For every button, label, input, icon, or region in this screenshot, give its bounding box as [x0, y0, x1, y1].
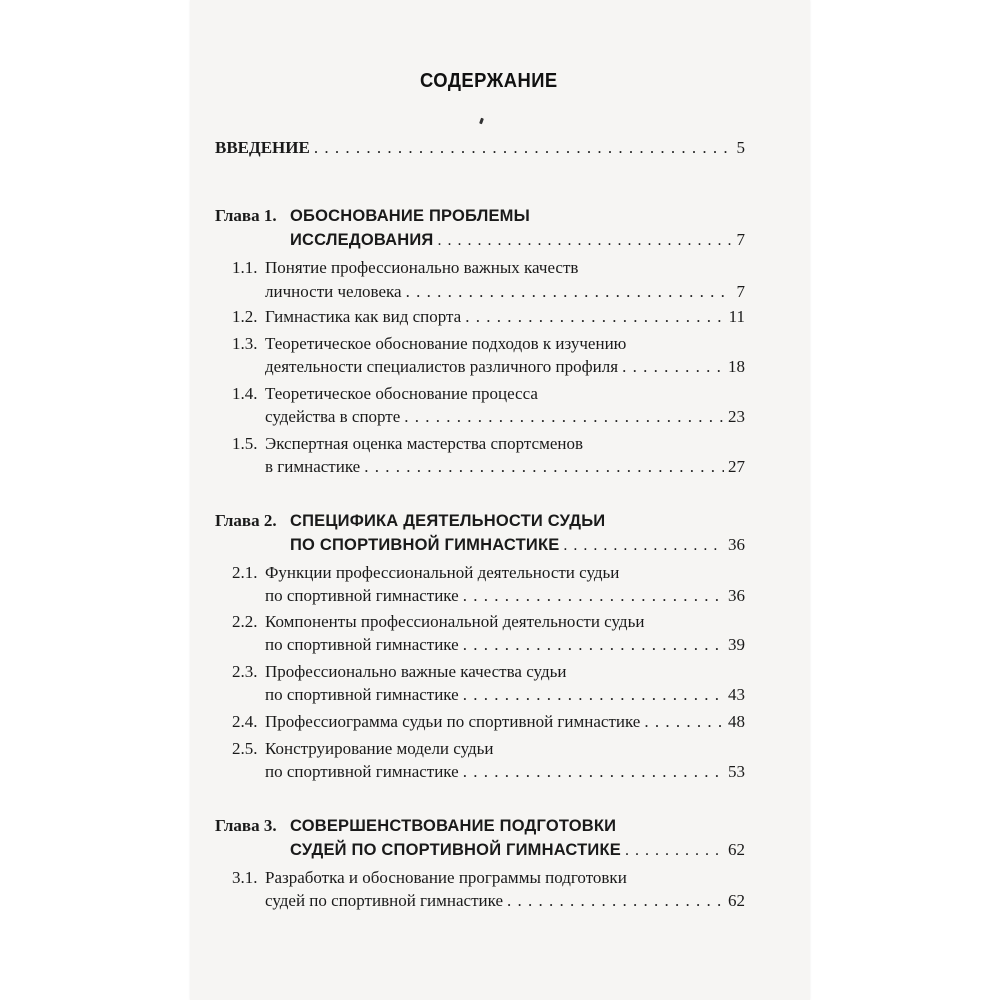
toc-entry: деятельности специалистов различного профиля . . . 18	[265, 356, 745, 378]
toc-entry-label: ВВЕДЕНИЕ	[215, 138, 310, 157]
section-number: 2.2.	[232, 612, 258, 631]
chapter-title-line: СУДЕЙ ПО СПОРТИВНОЙ ГИМНАСТИКЕ . . . 62	[290, 840, 745, 860]
chapter-page: 7	[736, 230, 745, 249]
toc-entry: по спортивной гимнастике . . . 43	[265, 684, 745, 706]
chapter-title-line: ПО СПОРТИВНОЙ ГИМНАСТИКЕ . . . 36	[290, 535, 745, 555]
section-number: 1.5.	[232, 434, 258, 453]
section-number: 2.4.	[232, 712, 258, 731]
section-title: Экспертная оценка мастерства спортсменов	[265, 434, 584, 453]
toc-entry: в гимнастике . . . 27	[265, 456, 745, 478]
page-title: СОДЕРЖАНИЕ	[420, 70, 558, 92]
toc-entry: судей по спортивной гимнастике . . . 62	[265, 890, 745, 912]
chapter-title: СПЕЦИФИКА ДЕЯТЕЛЬНОСТИ СУДЬИ	[290, 512, 606, 530]
toc-entry: по спортивной гимнастике . . . 53	[265, 761, 745, 783]
section-title: Теоретическое обоснование подходов к изучению	[265, 334, 627, 353]
section-number: 1.3.	[232, 334, 258, 353]
chapter-label: Глава 3.	[215, 816, 277, 835]
section-title: Компоненты профессиональной деятельности судьи	[265, 612, 645, 631]
chapter-title: ОБОСНОВАНИЕ ПРОБЛЕМЫ	[290, 207, 530, 225]
chapter-page: 36	[728, 535, 745, 554]
section-title: Теоретическое обоснование процесса	[265, 384, 538, 403]
toc-entry: по спортивной гимнастике . . . 36	[265, 585, 745, 607]
toc-entry: личности человека . . . 7	[265, 281, 745, 303]
toc-entry-intro	[215, 137, 745, 159]
toc-entry: судейства в спорте . . . 23	[265, 406, 745, 428]
toc-entry: Гимнастика как вид спорта . . . 11	[265, 306, 745, 328]
toc-entry-page: 5	[736, 138, 745, 157]
section-number: 1.4.	[232, 384, 258, 403]
chapter-label: Глава 2.	[215, 511, 277, 530]
chapter-label: Глава 1.	[215, 206, 277, 225]
section-number: 2.5.	[232, 739, 258, 758]
section-number: 2.1.	[232, 563, 258, 582]
section-title: Разработка и обоснование программы подготовки	[265, 868, 627, 887]
toc-entry: по спортивной гимнастике . . . 39	[265, 634, 745, 656]
section-title: Конструирование модели судьи	[265, 739, 494, 758]
chapter-page: 62	[728, 840, 745, 859]
chapter-title-line: ИССЛЕДОВАНИЯ . . . 7	[290, 230, 745, 250]
section-title: Понятие профессионально важных качеств	[265, 258, 579, 277]
section-number: 3.1.	[232, 868, 258, 887]
toc-entry: Профессиограмма судьи по спортивной гимнастике . . . 48	[265, 711, 745, 733]
section-number: 2.3.	[232, 662, 258, 681]
section-number: 1.1.	[232, 258, 258, 277]
chapter-title: СОВЕРШЕНСТВОВАНИЕ ПОДГОТОВКИ	[290, 817, 617, 835]
section-number: 1.2.	[232, 307, 258, 326]
section-title: Профессионально важные качества судьи	[265, 662, 567, 681]
section-title: Функции профессиональной деятельности судьи	[265, 563, 620, 582]
